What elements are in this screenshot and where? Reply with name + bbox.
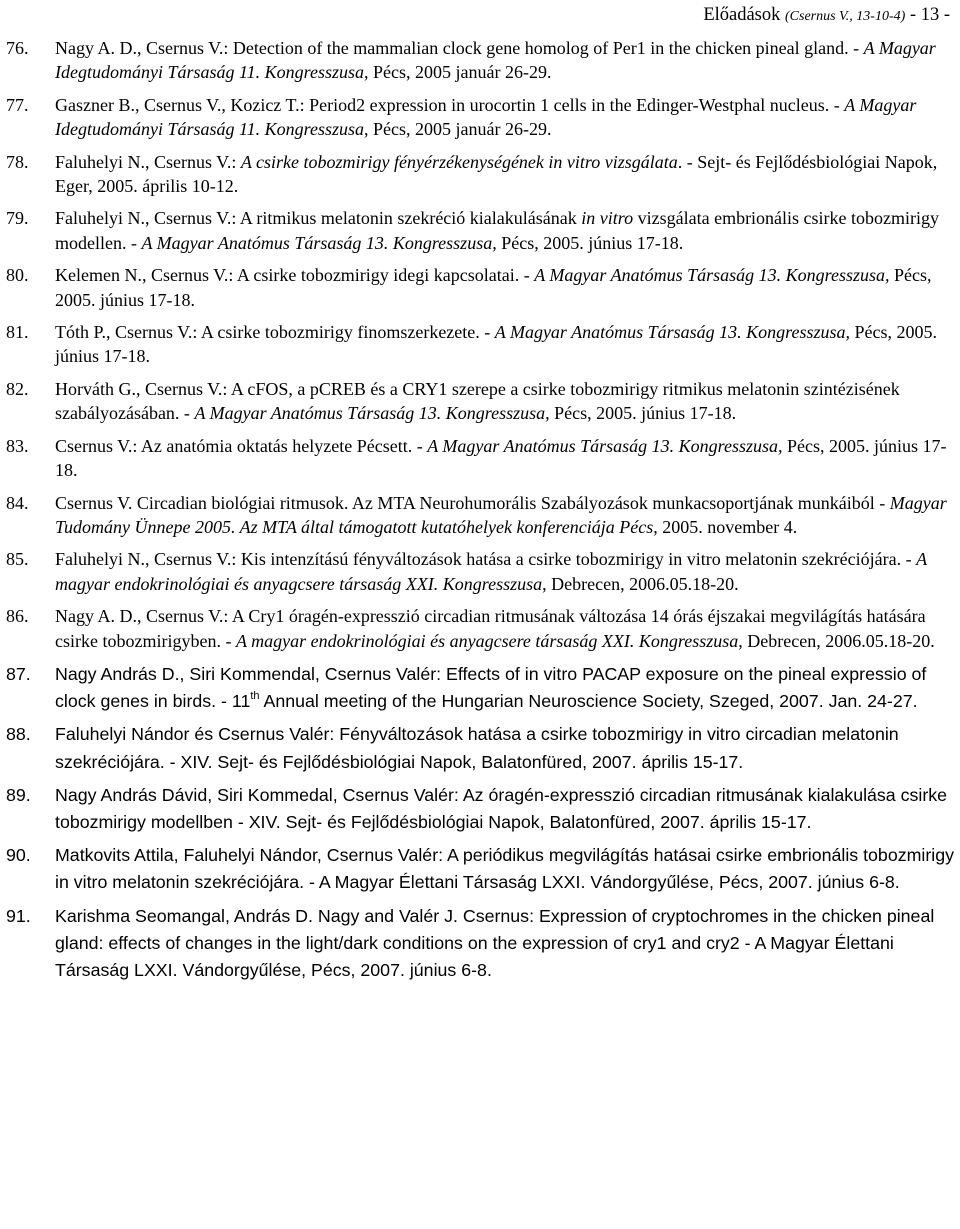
entry-text-part: , 2005. november 4. <box>653 516 798 537</box>
entry-text <box>55 208 939 252</box>
entry-text-part: , Debrecen, 2006.05.18-20. <box>738 630 935 651</box>
entry-text-part: Nagy A. D., Csernus V.: Detection of the mammalian clock gene homolog of Per1 in the chicken pineal gland. - <box>55 38 864 58</box>
entry-text-part: Csernus V. Circadian biológiai ritmusok. Az MTA Neurohumorális Szabályozások munkacsoportjának munkáiból - <box>55 492 890 513</box>
list-item <box>6 842 956 896</box>
list-item <box>6 150 956 199</box>
entry-text-part: Annual meeting of the Hungarian Neuroscience Society, Szeged, 2007. Jan. 24-27. <box>259 691 918 712</box>
entry-text-part: . - Sejt- és Fejlődésbiológiai Napok, Eger, 2005. április 10-12. <box>55 151 938 197</box>
list-item <box>6 206 956 255</box>
header-label: Előadások <box>703 5 781 25</box>
entry-text-part: Csernus V.: Az anatómia oktatás helyzete Pécsett. - <box>55 435 428 456</box>
entry-text <box>55 493 947 537</box>
entry-text-part: Tóth P., Csernus V.: A csirke tobozmirigy finomszerkezete. - <box>55 322 495 343</box>
entry-number: 83. <box>6 435 29 456</box>
entry-text <box>55 379 900 423</box>
page-number: - 13 - <box>909 5 950 25</box>
entry-text-italic: A csirke tobozmirigy fényérzékenységének in vitro vizsgálata <box>240 151 678 172</box>
entry-text-italic: A Magyar Anatómus Társaság 13. Kongresszusa, <box>194 403 550 424</box>
list-item <box>6 36 956 85</box>
entry-number: 90. <box>6 845 31 866</box>
list-item <box>6 434 956 483</box>
entry-number: 86. <box>6 606 29 627</box>
entry-text-italic: A Magyar Anatómus Társaság 13. Kongresszusa, <box>427 435 783 456</box>
entry-text-superscript: th <box>250 690 260 703</box>
list-item <box>6 547 956 596</box>
entry-text-part: Karishma Seomangal, András D. Nagy and Valér J. Csernus: Expression of cryptochromes in the chicken pineal gland: effects of changes in the light/dark conditions on the expression of cry1 and cry2 - A Magyar Élettani Társaság LXXI. Vándorgyűlése, Pécs, 2007. június 6-8. <box>55 905 935 980</box>
entry-number: 89. <box>6 784 31 805</box>
entry-number: 77. <box>6 94 29 115</box>
entry-text <box>55 322 937 366</box>
entry-text-part: Gaszner B., Csernus V., Kozicz T.: Period2 expression in urocortin 1 cells in the Edinger-Westphal nucleus. - <box>55 94 845 115</box>
entry-text <box>55 906 934 980</box>
entry-text-part: Faluhelyi N., Csernus V.: Kis intenzítású fényváltozások hatása a csirke tobozmirigy in vitro melatonin szekréciójára. - <box>55 549 917 570</box>
entry-number: 80. <box>6 265 29 286</box>
entry-text-italic: in vitro <box>581 208 634 229</box>
entry-number: 81. <box>6 322 29 343</box>
entry-text-italic: Magyar Tudomány Ünnepe 2005. Az MTA által támogatott kutatóhelyek konferenciája Pécs <box>55 492 947 537</box>
entry-text-italic: A Magyar Idegtudományi Társaság 11. Kongresszusa <box>55 38 936 83</box>
entry-text-part: Pécs, 2005. június 17-18. <box>55 265 932 310</box>
entry-number: 88. <box>6 724 31 745</box>
entry-text-part: Faluhelyi N., Csernus V.: <box>55 151 241 172</box>
list-item <box>6 903 956 985</box>
entry-text-part: Matkovits Attila, Faluhelyi Nándor, Csernus Valér: A periódikus megvilágítás hatásai csirke embrionális tobozmirigy in vitro melatonin szekréciójára. - A Magyar Élettani Társaság LXXI. Vándorgyűlése, Pécs, 2007. június 6-8. <box>55 845 955 893</box>
entry-text-part: Horváth G., Csernus V.: A cFOS, a pCREB és a CRY1 szerepe a csirke tobozmirigy ritmikus melatonin szintézisének szabályozásában. - <box>55 378 900 424</box>
entry-text-part: , Pécs, 2005 január 26-29. <box>364 119 552 140</box>
entry-text <box>55 664 926 711</box>
entry-number: 76. <box>6 38 29 58</box>
publication-list <box>6 36 956 990</box>
entry-text-part: Pécs, 2005. június 17-18. <box>549 403 737 424</box>
list-item <box>6 320 956 369</box>
entry-text-part: Pécs, 2005. június 17-18. <box>55 322 937 367</box>
entry-text-part: Pécs, 2005. június 17-18. <box>496 232 684 253</box>
entry-text-italic: A Magyar Anatómus Társaság 13. Kongresszusa, <box>141 232 497 253</box>
list-item <box>6 93 956 142</box>
list-item <box>6 604 956 653</box>
entry-text <box>55 606 935 650</box>
entry-text <box>55 785 947 832</box>
entry-text <box>55 38 936 82</box>
list-item <box>6 263 956 312</box>
entry-number: 85. <box>6 549 29 570</box>
entry-number: 84. <box>6 492 29 513</box>
entry-text-italic: A Magyar Anatómus Társaság 13. Kongresszusa, <box>494 322 850 343</box>
entry-text-part: Faluhelyi Nándor és Csernus Valér: Fényváltozások hatása a csirke tobozmirigy in vitro circadian melatonin szekréciójára. - XIV. Sejt- és Fejlődésbiológiai Napok, Balatonfüred, 2007. április 15-17. <box>55 724 899 772</box>
entry-number: 82. <box>6 378 29 399</box>
entry-number: 78. <box>6 151 29 172</box>
entry-text-part: Faluhelyi N., Csernus V.: A ritmikus melatonin szekréció kialakulásának <box>55 208 582 229</box>
entry-text-part: Pécs, 2005. június 17-18. <box>55 435 947 481</box>
entry-text <box>55 549 927 593</box>
entry-text-part: , Debrecen, 2006.05.18-20. <box>542 573 739 594</box>
list-item <box>6 661 956 715</box>
entry-text-part: Kelemen N., Csernus V.: A csirke tobozmirigy idegi kapcsolatai. - <box>55 265 535 286</box>
entry-text-italic: A magyar endokrinológiai és anyagcsere társaság XXI. Kongresszusa <box>55 549 927 594</box>
entry-text <box>55 724 899 771</box>
list-item <box>6 491 956 540</box>
header-subtitle: (Csernus V., 13-10-4) <box>785 9 906 24</box>
entry-text <box>55 436 946 480</box>
entry-text-italic: A Magyar Idegtudományi Társaság 11. Kongresszusa <box>55 94 917 140</box>
entry-text-part: , Pécs, 2005 január 26-29. <box>364 62 552 83</box>
entry-text <box>55 265 931 309</box>
page-header <box>703 5 950 26</box>
list-item <box>6 377 956 426</box>
list-item <box>6 721 956 775</box>
entry-text <box>55 152 937 196</box>
entry-text <box>55 845 954 892</box>
list-item <box>6 782 956 836</box>
entry-text-part: vizsgálata embrionális csirke tobozmirigy modellen. - <box>55 208 940 253</box>
entry-text-part: Nagy A. D., Csernus V.: A Cry1 óragén-expresszió circadian ritmusának változása 14 órás éjszakai megvilágítás hatására csirke tobozmirigyben. - <box>55 606 926 651</box>
entry-text-part: Nagy András D., Siri Kommendal, Csernus Valér: Effects of in vitro PACAP exposure on the pineal expressio of clock genes in birds. - 11 <box>55 663 927 712</box>
entry-number: 91. <box>6 905 31 926</box>
entry-text <box>55 95 916 139</box>
entry-text-part: Nagy András Dávid, Siri Kommedal, Csernus Valér: Az óragén-expresszió circadian ritmusának kialakulása csirke tobozmirigy modellben - XIV. Sejt- és Fejlődésbiológiai Napok, Balatonfüred, 2007. április 15-17. <box>55 784 948 832</box>
entry-number: 87. <box>6 663 31 684</box>
entry-number: 79. <box>6 208 29 229</box>
entry-text-italic: A magyar endokrinológiai és anyagcsere társaság XXI. Kongresszusa <box>235 630 739 651</box>
entry-text-italic: A Magyar Anatómus Társaság 13. Kongresszusa, <box>534 265 890 286</box>
